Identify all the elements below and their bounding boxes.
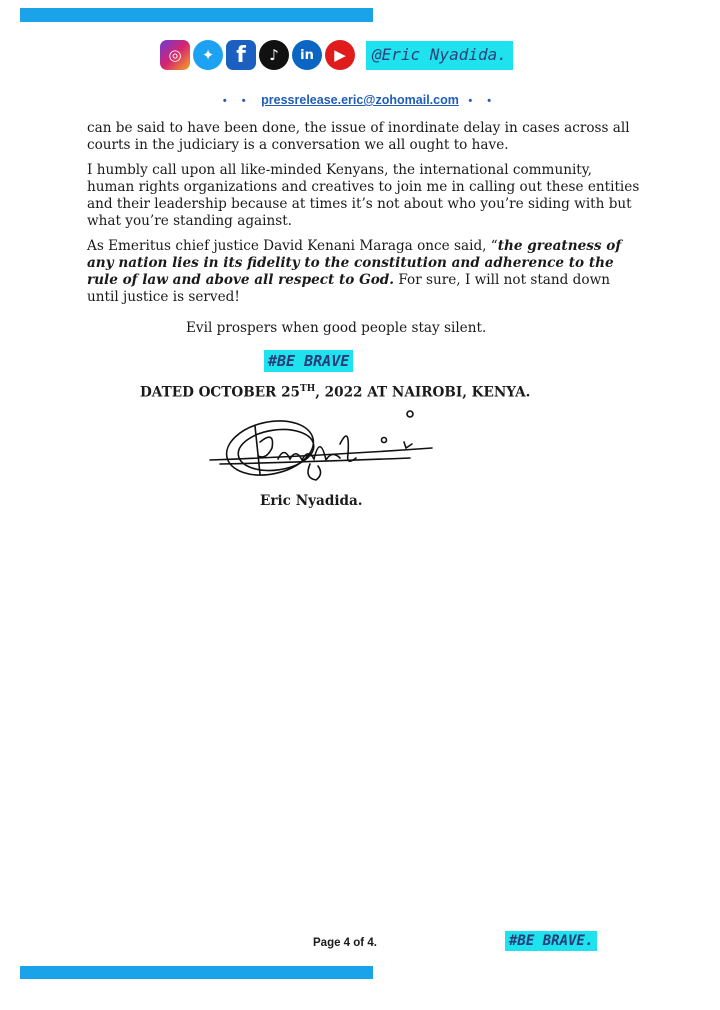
footer-hashtag: #BE BRAVE. [505, 931, 597, 951]
tiktok-icon[interactable]: ♪ [259, 40, 289, 70]
email-row [0, 93, 720, 107]
dated-suffix: , 2022 AT NAIROBI, KENYA. [315, 384, 531, 401]
top-accent-bar [20, 8, 373, 22]
decorative-dots-left: • • [222, 95, 252, 107]
bottom-accent-bar [20, 966, 373, 979]
dated-ordinal: TH [300, 384, 316, 394]
social-header [160, 40, 513, 70]
social-handle: @Eric Nyadida. [366, 41, 513, 70]
paragraph: can be said to have been done, the issue of inordinate delay in cases across all courts in the judiciary is a conversation we all ought to have. [87, 120, 630, 153]
quote-outro: For sure, I will not stand down until justice is served! [87, 272, 610, 305]
facebook-icon[interactable]: f [226, 40, 256, 70]
linkedin-icon[interactable]: in [292, 40, 322, 70]
page-number: Page 4 of 4. [313, 937, 377, 949]
dated-line [140, 384, 530, 401]
signature-image [200, 404, 450, 494]
email-link[interactable]: pressrelease.eric@zohomail.com [261, 93, 459, 107]
paragraph: I humbly call upon all like-minded Kenyans, the international community, human rights organizations and creatives to join me in calling out these entities and their leadership because at times it’s not about who you’re siding with but what you’re standing against. [87, 162, 640, 229]
paragraph-with-quote [87, 238, 643, 306]
maraga-quote: the greatness of any nation lies in its fidelity to the constitution and adherence to the rule of law and above all respect to God. [87, 238, 622, 288]
twitter-icon[interactable]: ✦ [193, 40, 223, 70]
closing-line: Evil prospers when good people stay silent. [186, 320, 487, 336]
instagram-icon[interactable]: ◎ [160, 40, 190, 70]
decorative-dots-right: • • [468, 95, 498, 107]
signer-name: Eric Nyadida. [260, 493, 363, 509]
youtube-icon[interactable]: ▶ [325, 40, 355, 70]
quote-intro: As Emeritus chief justice David Kenani Maraga once said, “ [87, 238, 498, 254]
hashtag-badge: #BE BRAVE [264, 350, 353, 372]
document-body [87, 120, 643, 314]
dated-prefix: DATED OCTOBER 25 [140, 384, 301, 401]
